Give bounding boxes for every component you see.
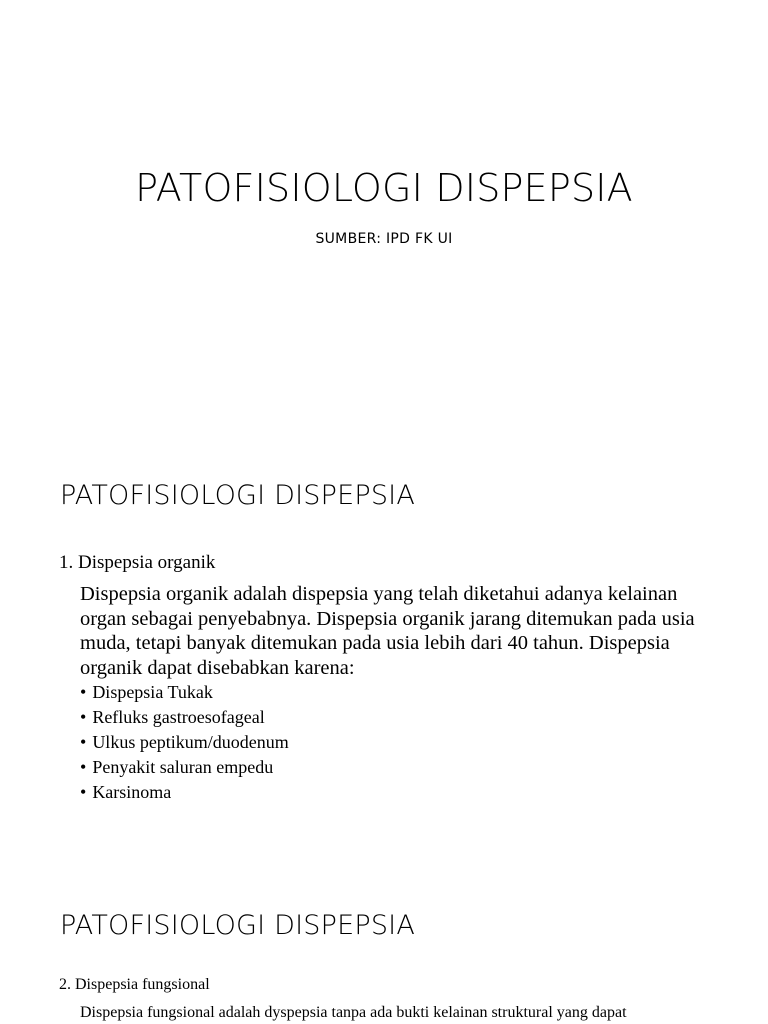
title-slide — [0, 0, 768, 400]
item-title: 2. Dispepsia fungsional — [59, 976, 210, 993]
item-paragraph: Dispepsia fungsional adalah dyspepsia tanpa ada bukti kelainan struktural yang dapat — [80, 1004, 627, 1021]
list-item: • Penyakit saluran empedu — [80, 755, 289, 780]
slide-heading: PATOFISIOLOGI DISPEPSIA — [60, 910, 416, 941]
organic-dyspepsia-slide — [0, 470, 768, 830]
cause-list — [80, 680, 289, 805]
slide-heading: PATOFISIOLOGI DISPEPSIA — [60, 480, 416, 511]
slide-subtitle: SUMBER: IPD FK UI — [315, 231, 453, 247]
slide-title: PATOFISIOLOGI DISPEPSIA — [135, 166, 633, 210]
list-item: • Refluks gastroesofageal — [80, 705, 289, 730]
functional-dyspepsia-slide — [0, 900, 768, 1024]
item-title: 1. Dispepsia organik — [59, 552, 216, 573]
item-paragraph: Dispepsia organik adalah dispepsia yang telah diketahui adanya kelainan organ sebagai penyebabnya. Dispepsia organik jarang ditemukan pada usia muda, tetapi banyak ditemukan pada usia lebih dari 40 tahun. Dispepsia organik dapat disebabkan karena: — [80, 583, 695, 679]
list-item: • Karsinoma — [80, 780, 289, 805]
list-item: • Dispepsia Tukak — [80, 680, 289, 705]
list-item: • Ulkus peptikum/duodenum — [80, 730, 289, 755]
